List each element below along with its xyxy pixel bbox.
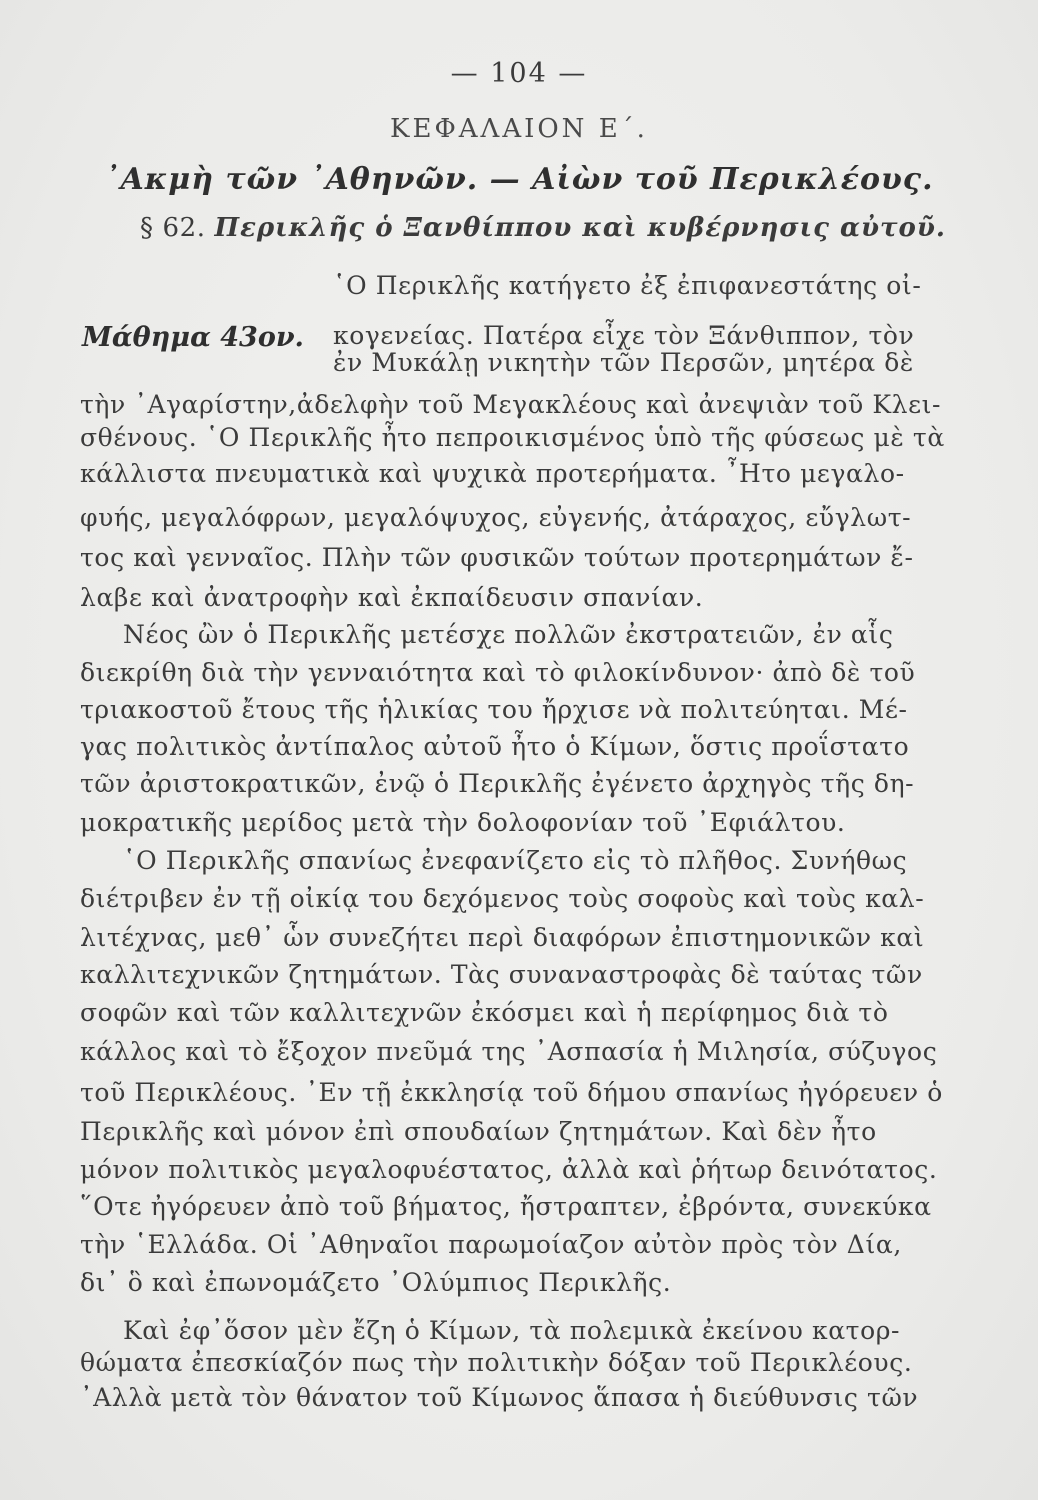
text-line: λαβε καὶ ἀνατροφὴν καὶ ἐκπαίδευσιν σπανίαν. [80,583,704,612]
subsection-number: § 62. [140,213,206,243]
text-line: σοφῶν καὶ τῶν καλλιτεχνῶν ἐκόσμει καὶ ἡ περίφημος διὰ τὸ [80,998,889,1027]
text-line: τος καὶ γενναῖος. Πλὴν τῶν φυσικῶν τούτων προτερημάτων ἔ- [80,543,914,572]
text-line: μοκρατικῆς μερίδος μετὰ τὴν δολοφονίαν τοῦ ᾿Εφιάλτου. [80,808,846,837]
text-line: μόνον πολιτικὸς μεγαλοφυέστατος, ἀλλὰ καὶ ῥήτωρ δεινότατος. [80,1155,938,1184]
text-line: τοῦ Περικλέους. ᾿Εν τῇ ἐκκλησίᾳ τοῦ δήμου σπανίως ἠγόρευεν ὁ [80,1078,943,1107]
text-line: Περικλῆς καὶ μόνον ἐπὶ σπουδαίων ζητημάτων. Καὶ δὲν ἦτο [80,1117,877,1146]
text-line: κάλλιστα πνευματικὰ καὶ ψυχικὰ προτερήματα. ῏Ητο μεγαλο- [80,459,905,488]
text-line: ῾Ο Περικλῆς κατήγετο ἐξ ἐπιφανεστάτης οἰ- [333,271,922,300]
text-line: διέτριβεν ἐν τῇ οἰκίᾳ του δεχόμενος τοὺς σοφοὺς καὶ τοὺς καλ- [80,884,925,913]
text-line: κογενείας. Πατέρα εἶχε τὸν Ξάνθιππον, τὸν [333,321,915,350]
text-line: ᾿Αλλὰ μετὰ τὸν θάνατον τοῦ Κίμωνος ἅπασα ἡ διεύθυνσις τῶν [80,1383,919,1412]
text-line: ἐν Μυκάλῃ νικητὴν τῶν Περσῶν, μητέρα δὲ [333,348,914,377]
text-line: λιτέχνας, μεθ᾿ ὧν συνεζήτει περὶ διαφόρων ἐπιστημονικῶν καὶ [80,923,925,952]
text-line: φυής, μεγαλόφρων, μεγαλόψυχος, εὐγενής, ἀτάραχος, εὔγλωτ- [80,503,912,532]
section-title: ᾿Ακμὴ τῶν ᾿Αθηνῶν. — Αἰὼν τοῦ Περικλέους. [104,162,934,197]
text-line: ῞Οτε ἠγόρευεν ἀπὸ τοῦ βήματος, ἤστραπτεν, ἐβρόντα, συνεκύκα [80,1192,932,1221]
text-line: θώματα ἐπεσκίαζόν πως τὴν πολιτικὴν δόξαν τοῦ Περικλέους. [80,1348,913,1377]
text-line: δι᾿ ὃ καὶ ἐπωνομάζετο ᾿Ολύμπιος Περικλῆς. [80,1268,672,1297]
text-line: γας πολιτικὸς ἀντίπαλος αὐτοῦ ἦτο ὁ Κίμων, ὅστις προΐστατο [80,732,910,761]
text-line: καλλιτεχνικῶν ζητημάτων. Τὰς συναναστροφὰς δὲ ταύτας τῶν [80,960,923,989]
text-line: τὴν ᾿Αγαρίστην,ἀδελφὴν τοῦ Μεγακλέους καὶ ἀνεψιὰν τοῦ Κλει- [80,390,942,419]
text-line: διεκρίθη διὰ τὴν γενναιότητα καὶ τὸ φιλοκίνδυνον· ἀπὸ δὲ τοῦ [80,658,916,687]
chapter-heading: ΚΕΦΑΛΑΙΟΝ Ε΄. [390,114,648,144]
text-line: κάλλος καὶ τὸ ἔξοχον πνεῦμά της ᾿Ασπασία ἡ Μιλησία, σύζυγος [80,1037,938,1066]
text-line: Νέος ὢν ὁ Περικλῆς μετέσχε πολλῶν ἐκστρατειῶν, ἐν αἷς [123,620,894,649]
text-line: τῶν ἀριστοκρατικῶν, ἐνῷ ὁ Περικλῆς ἐγένετο ἀρχηγὸς τῆς δη- [80,769,915,798]
margin-note: Μάθημα 43ον. [82,322,304,353]
text-line: τὴν ῾Ελλάδα. Οἱ ᾿Αθηναῖοι παρωμοίαζον αὐτὸν πρὸς τὸν Δία, [80,1230,902,1259]
text-line: τριακοστοῦ ἔτους τῆς ἡλικίας του ἤρχισε νὰ πολιτεύηται. Μέ- [80,695,908,724]
text-line: σθένους. ῾Ο Περικλῆς ἦτο πεπροικισμένος ὑπὸ τῆς φύσεως μὲ τὰ [80,423,945,452]
subsection-title: Περικλῆς ὁ Ξανθίππου καὶ κυβέρνησις αὐτοῦ. [214,213,946,243]
text-line: ῾Ο Περικλῆς σπανίως ἐνεφανίζετο εἰς τὸ πλῆθος. Συνήθως [123,846,908,875]
page-number: — 104 — [450,58,588,89]
text-line: Καὶ ἐφ᾿ὅσον μὲν ἔζη ὁ Κίμων, τὰ πολεμικὰ ἐκείνου κατορ- [123,1316,901,1345]
subsection-heading [140,215,946,241]
